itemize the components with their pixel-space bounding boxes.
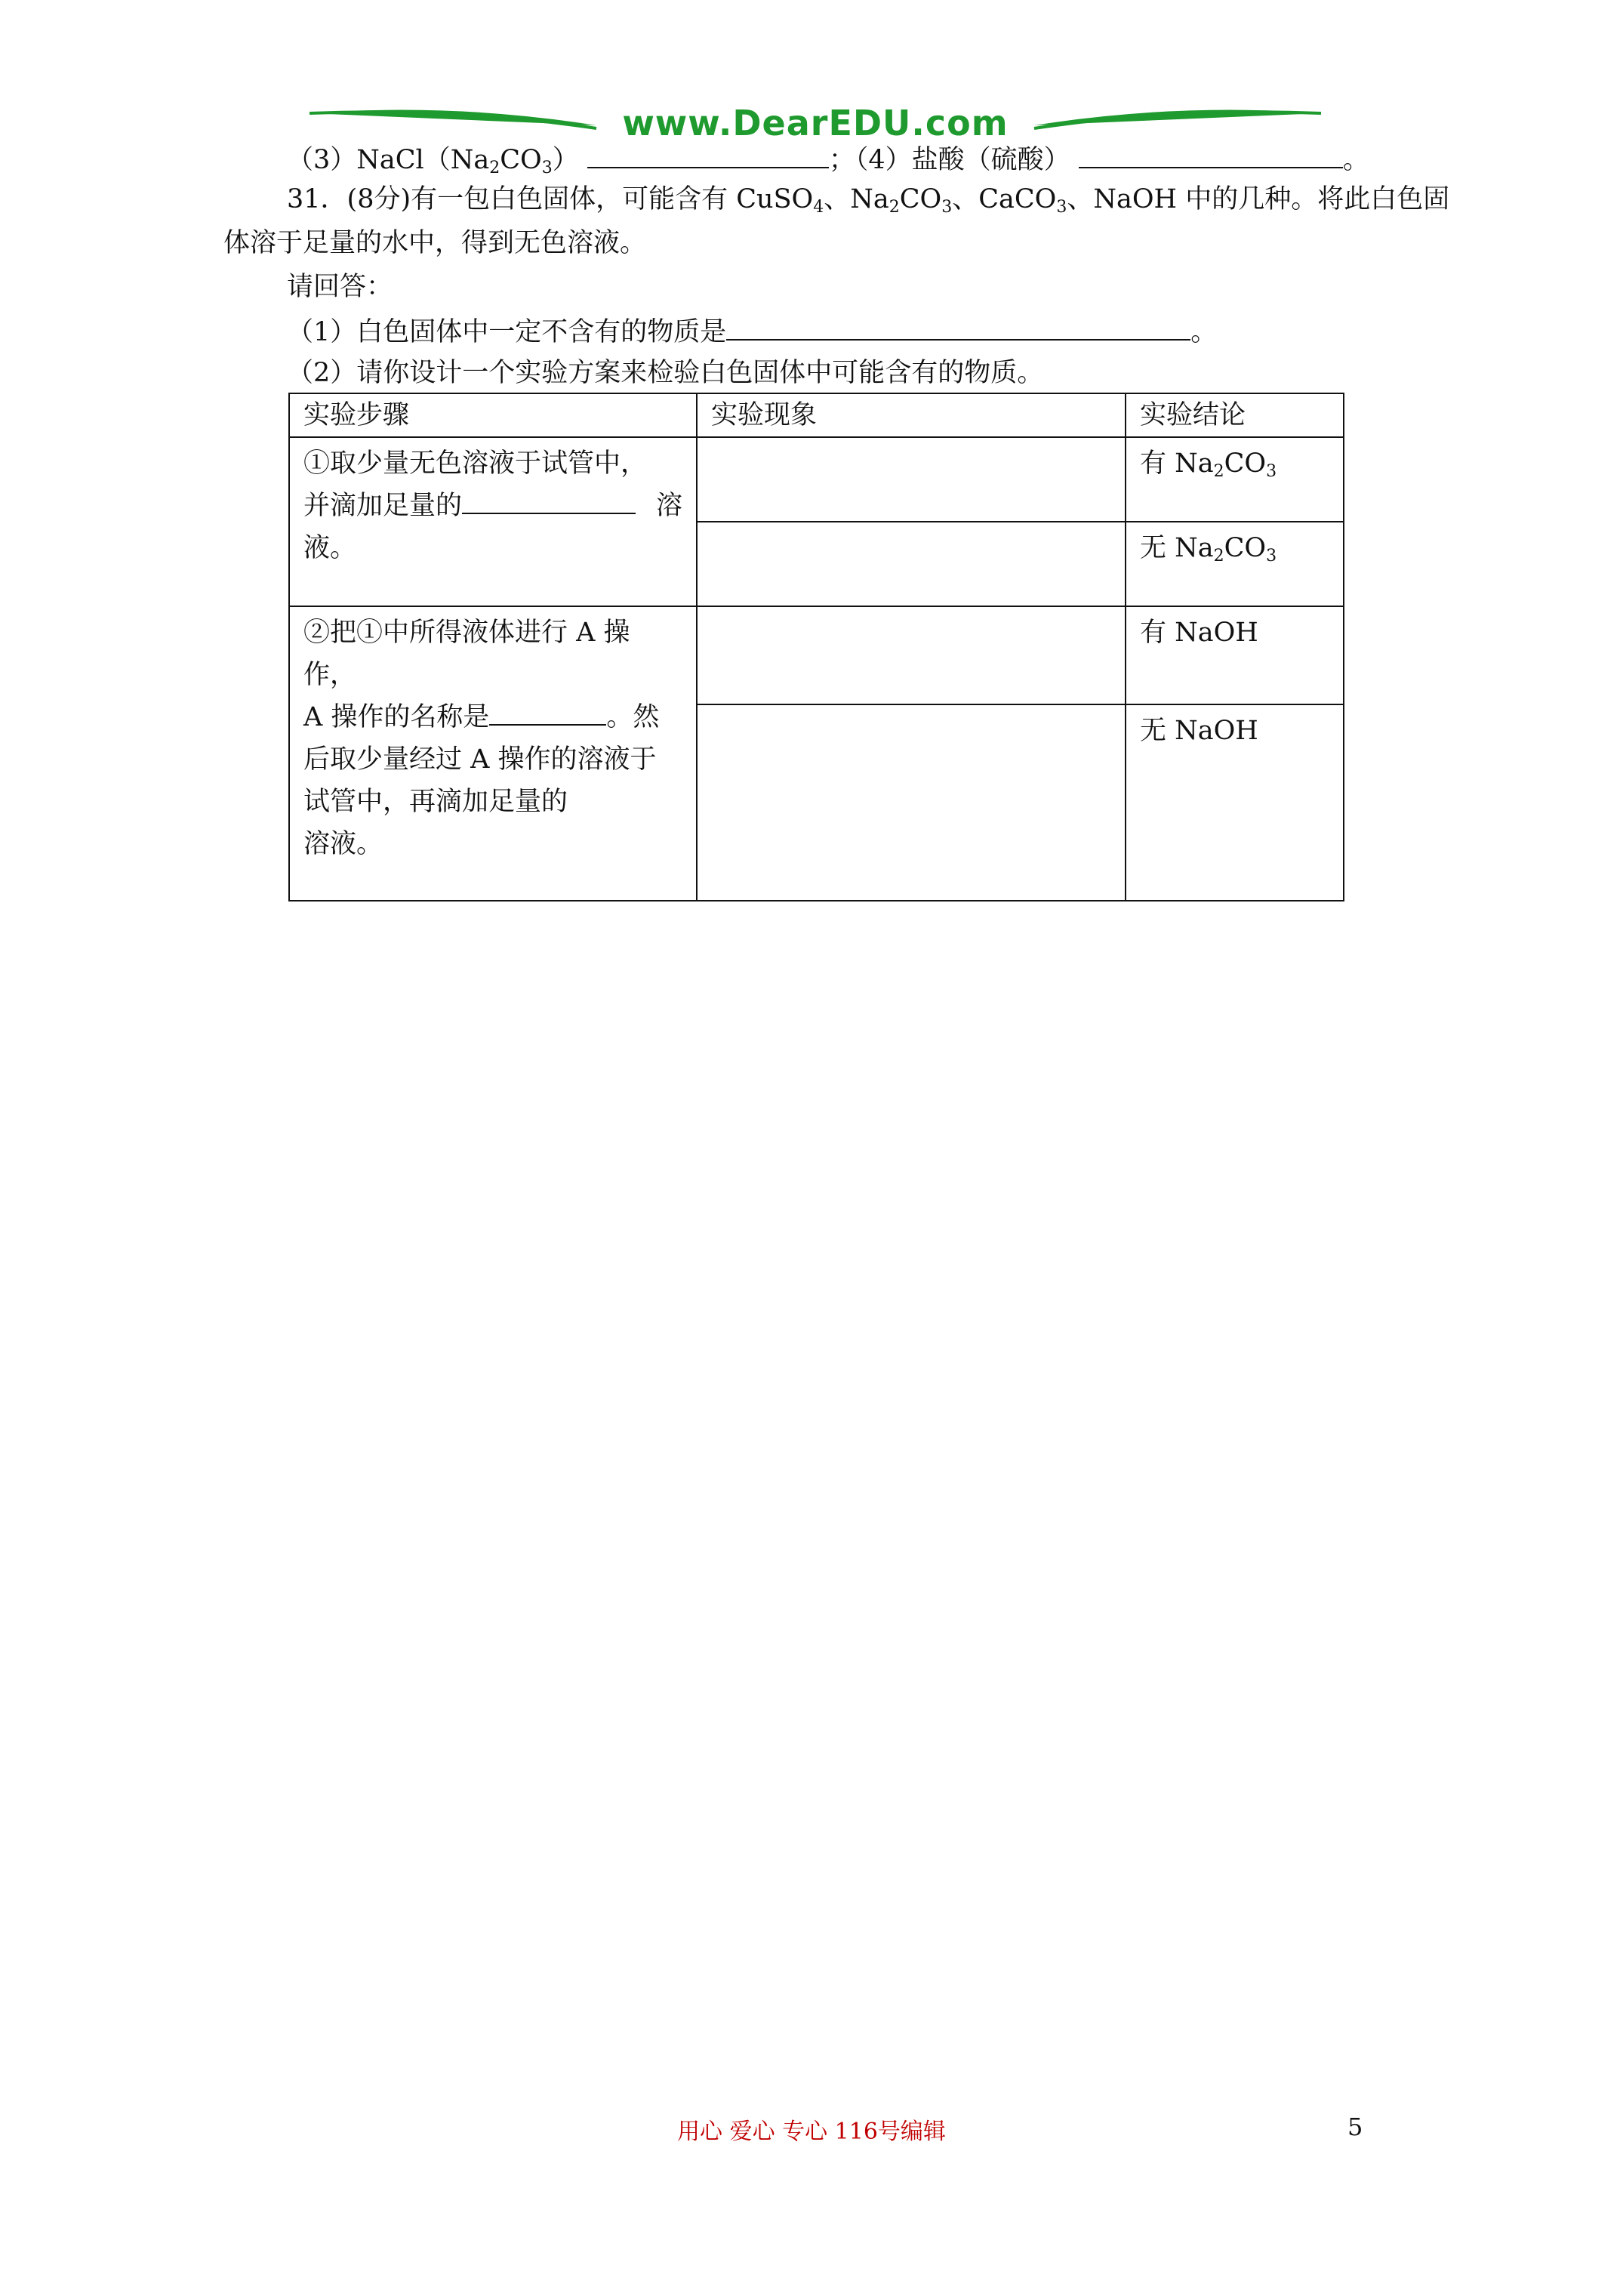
question-points: (8分): [346, 184, 411, 214]
question-prompt: 请回答：: [287, 272, 393, 302]
step-2-cell: ②把①中所得液体进行 A 操作， A 操作的名称是 。然 后取少量经过 A 操作的溶液于 试管中，再滴加足量的 溶液。: [289, 606, 697, 901]
part3-label: （3）NaCl（Na: [287, 145, 490, 175]
footer-text: 用心 爱心 专心 116号编辑: [677, 2119, 946, 2145]
site-name: www.DearEDU.com: [622, 103, 1009, 143]
header-phenomena: 实验现象: [697, 393, 1126, 437]
sub-question-2: （2）请你设计一个实验方案来检验白色固体中可能含有的物质。: [287, 358, 1044, 388]
phenomenon-cell-2[interactable]: [697, 522, 1126, 606]
question-31-line1: 31．(8分)有一包白色固体，可能含有 CuSO$_4$、$Na_2CO_3$、CaCO$_3$、NaOH 中的几种。将此白色固: [287, 184, 1450, 217]
conclusion-cell-3: 有 NaOH: [1126, 606, 1344, 704]
header-conclusion: 实验结论: [1126, 393, 1344, 437]
page-number: 5: [1347, 2113, 1363, 2141]
reagent-blank-1[interactable]: [462, 485, 636, 514]
conclusion-cell-2: 无 $Na_2CO_3$: [1126, 522, 1344, 606]
phenomenon-cell-4[interactable]: [697, 704, 1126, 901]
conclusion-cell-1: 有 $Na_2CO_3$: [1126, 437, 1344, 522]
conclusion-cell-4: 无 NaOH: [1126, 704, 1344, 901]
header-steps: 实验步骤: [289, 393, 697, 437]
question-31-line2: 体溶于足量的水中，得到无色溶液。: [223, 228, 647, 258]
phenomenon-cell-1[interactable]: [697, 437, 1126, 522]
table-row: [289, 606, 1344, 704]
answer-line-3-4: $(3)NaCl(Na_2CO_3)$ ；（4）盐酸（硫酸） 。: [287, 140, 1369, 178]
question-number: 31．: [287, 184, 347, 214]
answer-blank-sub1[interactable]: [726, 312, 1190, 341]
phenomenon-cell-3[interactable]: [697, 606, 1126, 704]
step-1-cell: ①取少量无色溶液于试管中， 并滴加足量的 溶 液。: [289, 437, 697, 606]
table-header-row: [289, 393, 1344, 437]
part4-label: （4）盐酸（硫酸）: [855, 145, 1070, 175]
answer-blank-4[interactable]: [1079, 140, 1343, 168]
table-row: [289, 437, 1344, 522]
sub-question-1: （1）白色固体中一定不含有的物质是 。: [287, 312, 1217, 350]
experiment-table: [288, 393, 1344, 901]
operation-name-blank[interactable]: [489, 697, 606, 726]
answer-blank-3[interactable]: [587, 140, 829, 168]
